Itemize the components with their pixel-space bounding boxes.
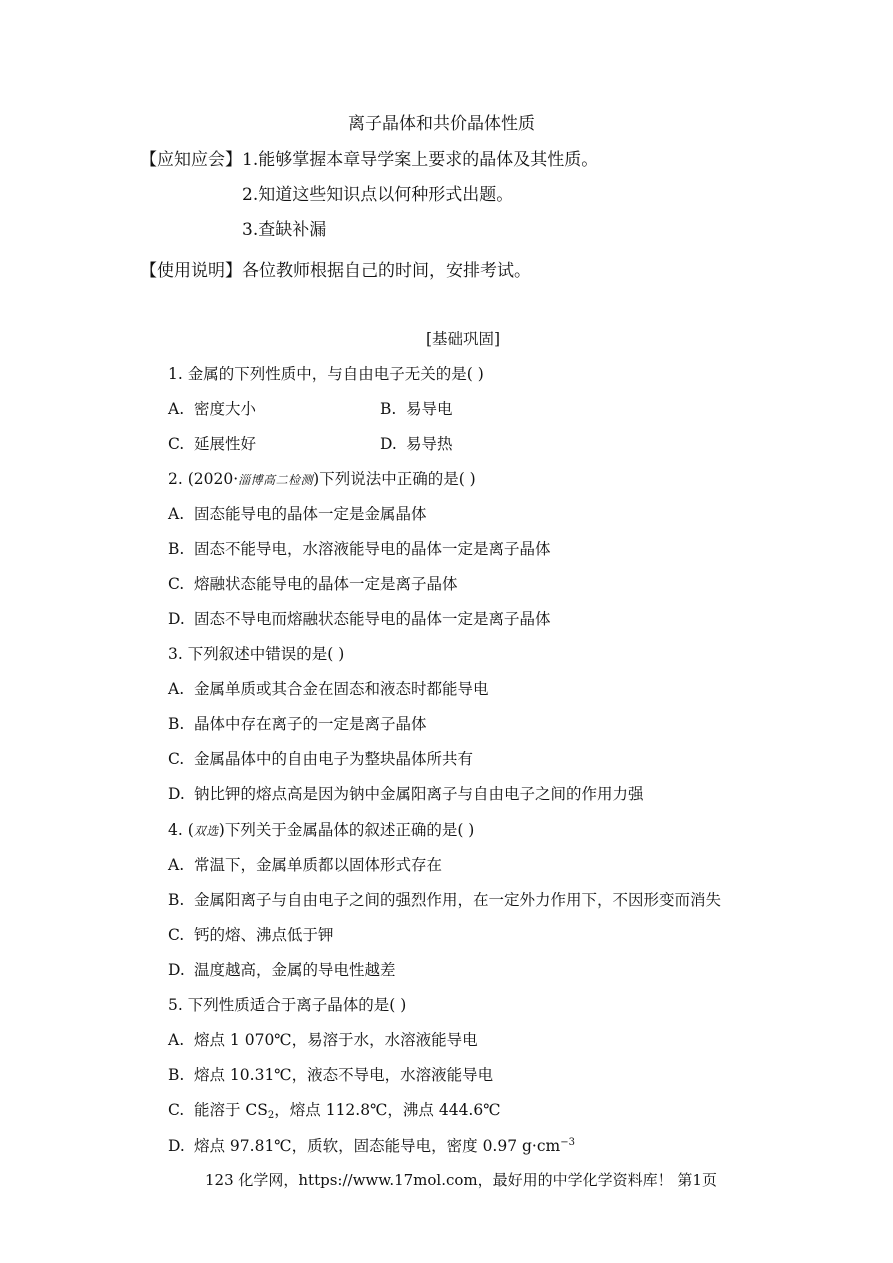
option-c: C. 能溶于 $CS_2$，熔点 112.8℃，沸点 444.6℃ (168, 1101, 501, 1121)
option-d: D. 熔点 97.81℃，质软，固态能导电，密度 0.97 $g\cdot cm^{-3}$ (168, 1137, 575, 1155)
question-stem: 1. 金属的下列性质中，与自由电子无关的是( ) (168, 365, 484, 383)
source-note: 淄博高二检测 (238, 473, 314, 487)
option-b: B. 晶体中存在离子的一定是离子晶体 (168, 715, 427, 733)
option-a: A. 金属单质或其合金在固态和液态时都能导电 (168, 680, 489, 698)
question-stem: 3. 下列叙述中错误的是( ) (168, 645, 345, 663)
usage-notes-text: 各位教师根据自己的时间，安排考试。 (242, 261, 531, 281)
option-d: D. 钠比钾的熔点高是因为钠中金属阳离子与自由电子之间的作用力强 (168, 785, 644, 803)
option-b: B. 固态不能导电，水溶液能导电的晶体一定是离子晶体 (168, 540, 551, 558)
option-a: A. 常温下，金属单质都以固体形式存在 (168, 856, 443, 874)
question-stem: 5. 下列性质适合于离子晶体的是( ) (168, 996, 407, 1014)
learning-goal-3: 3.查缺补漏 (242, 220, 327, 240)
option-a: A. 固态能导电的晶体一定是金属晶体 (168, 505, 427, 523)
option-c: C. 延展性好 (168, 435, 257, 453)
option-d: D. 易导热 (380, 435, 453, 453)
option-b: B. 易导电 (380, 400, 453, 418)
option-d: D. 固态不导电而熔融状态能导电的晶体一定是离子晶体 (168, 610, 551, 628)
learning-goal-1: 1.能够掌握本章导学案上要求的晶体及其性质。 (242, 150, 599, 170)
option-c: C. 金属晶体中的自由电子为整块晶体所共有 (168, 750, 474, 768)
section-title: [基础巩固] (426, 330, 501, 348)
option-b: B. 熔点 10.31℃，液态不导电，水溶液能导电 (168, 1066, 494, 1084)
usage-notes-label: 【使用说明】 (140, 261, 242, 281)
learning-goals (140, 145, 598, 170)
question-stem: 2. (2020·淄博高二检测)下列说法中正确的是( ) (168, 470, 476, 488)
page-footer: 123 化学网，https://www.17mol.com，最好用的中学化学资料库！ 第1页 (205, 1171, 717, 1189)
option-d: D. 温度越高，金属的导电性越差 (168, 961, 396, 979)
option-a: A. 熔点 1 070℃，易溶于水，水溶液能导电 (168, 1031, 478, 1049)
option-a: A. 密度大小 (168, 400, 257, 418)
option-b: B. 金属阳离子与自由电子之间的强烈作用，在一定外力作用下，不因形变而消失 (168, 891, 722, 909)
question-stem: 4. (双选)下列关于金属晶体的叙述正确的是( ) (168, 821, 475, 839)
multi-select-note: 双选 (193, 824, 219, 838)
learning-goal-2: 2.知道这些知识点以何种形式出题。 (242, 185, 514, 205)
learning-goals-label: 【应知应会】 (140, 150, 242, 170)
option-c: C. 熔融状态能导电的晶体一定是离子晶体 (168, 575, 458, 593)
page-title: 离子晶体和共价晶体性质 (348, 114, 535, 134)
usage-notes (140, 256, 531, 281)
option-c: C. 钙的熔、沸点低于钾 (168, 926, 334, 944)
